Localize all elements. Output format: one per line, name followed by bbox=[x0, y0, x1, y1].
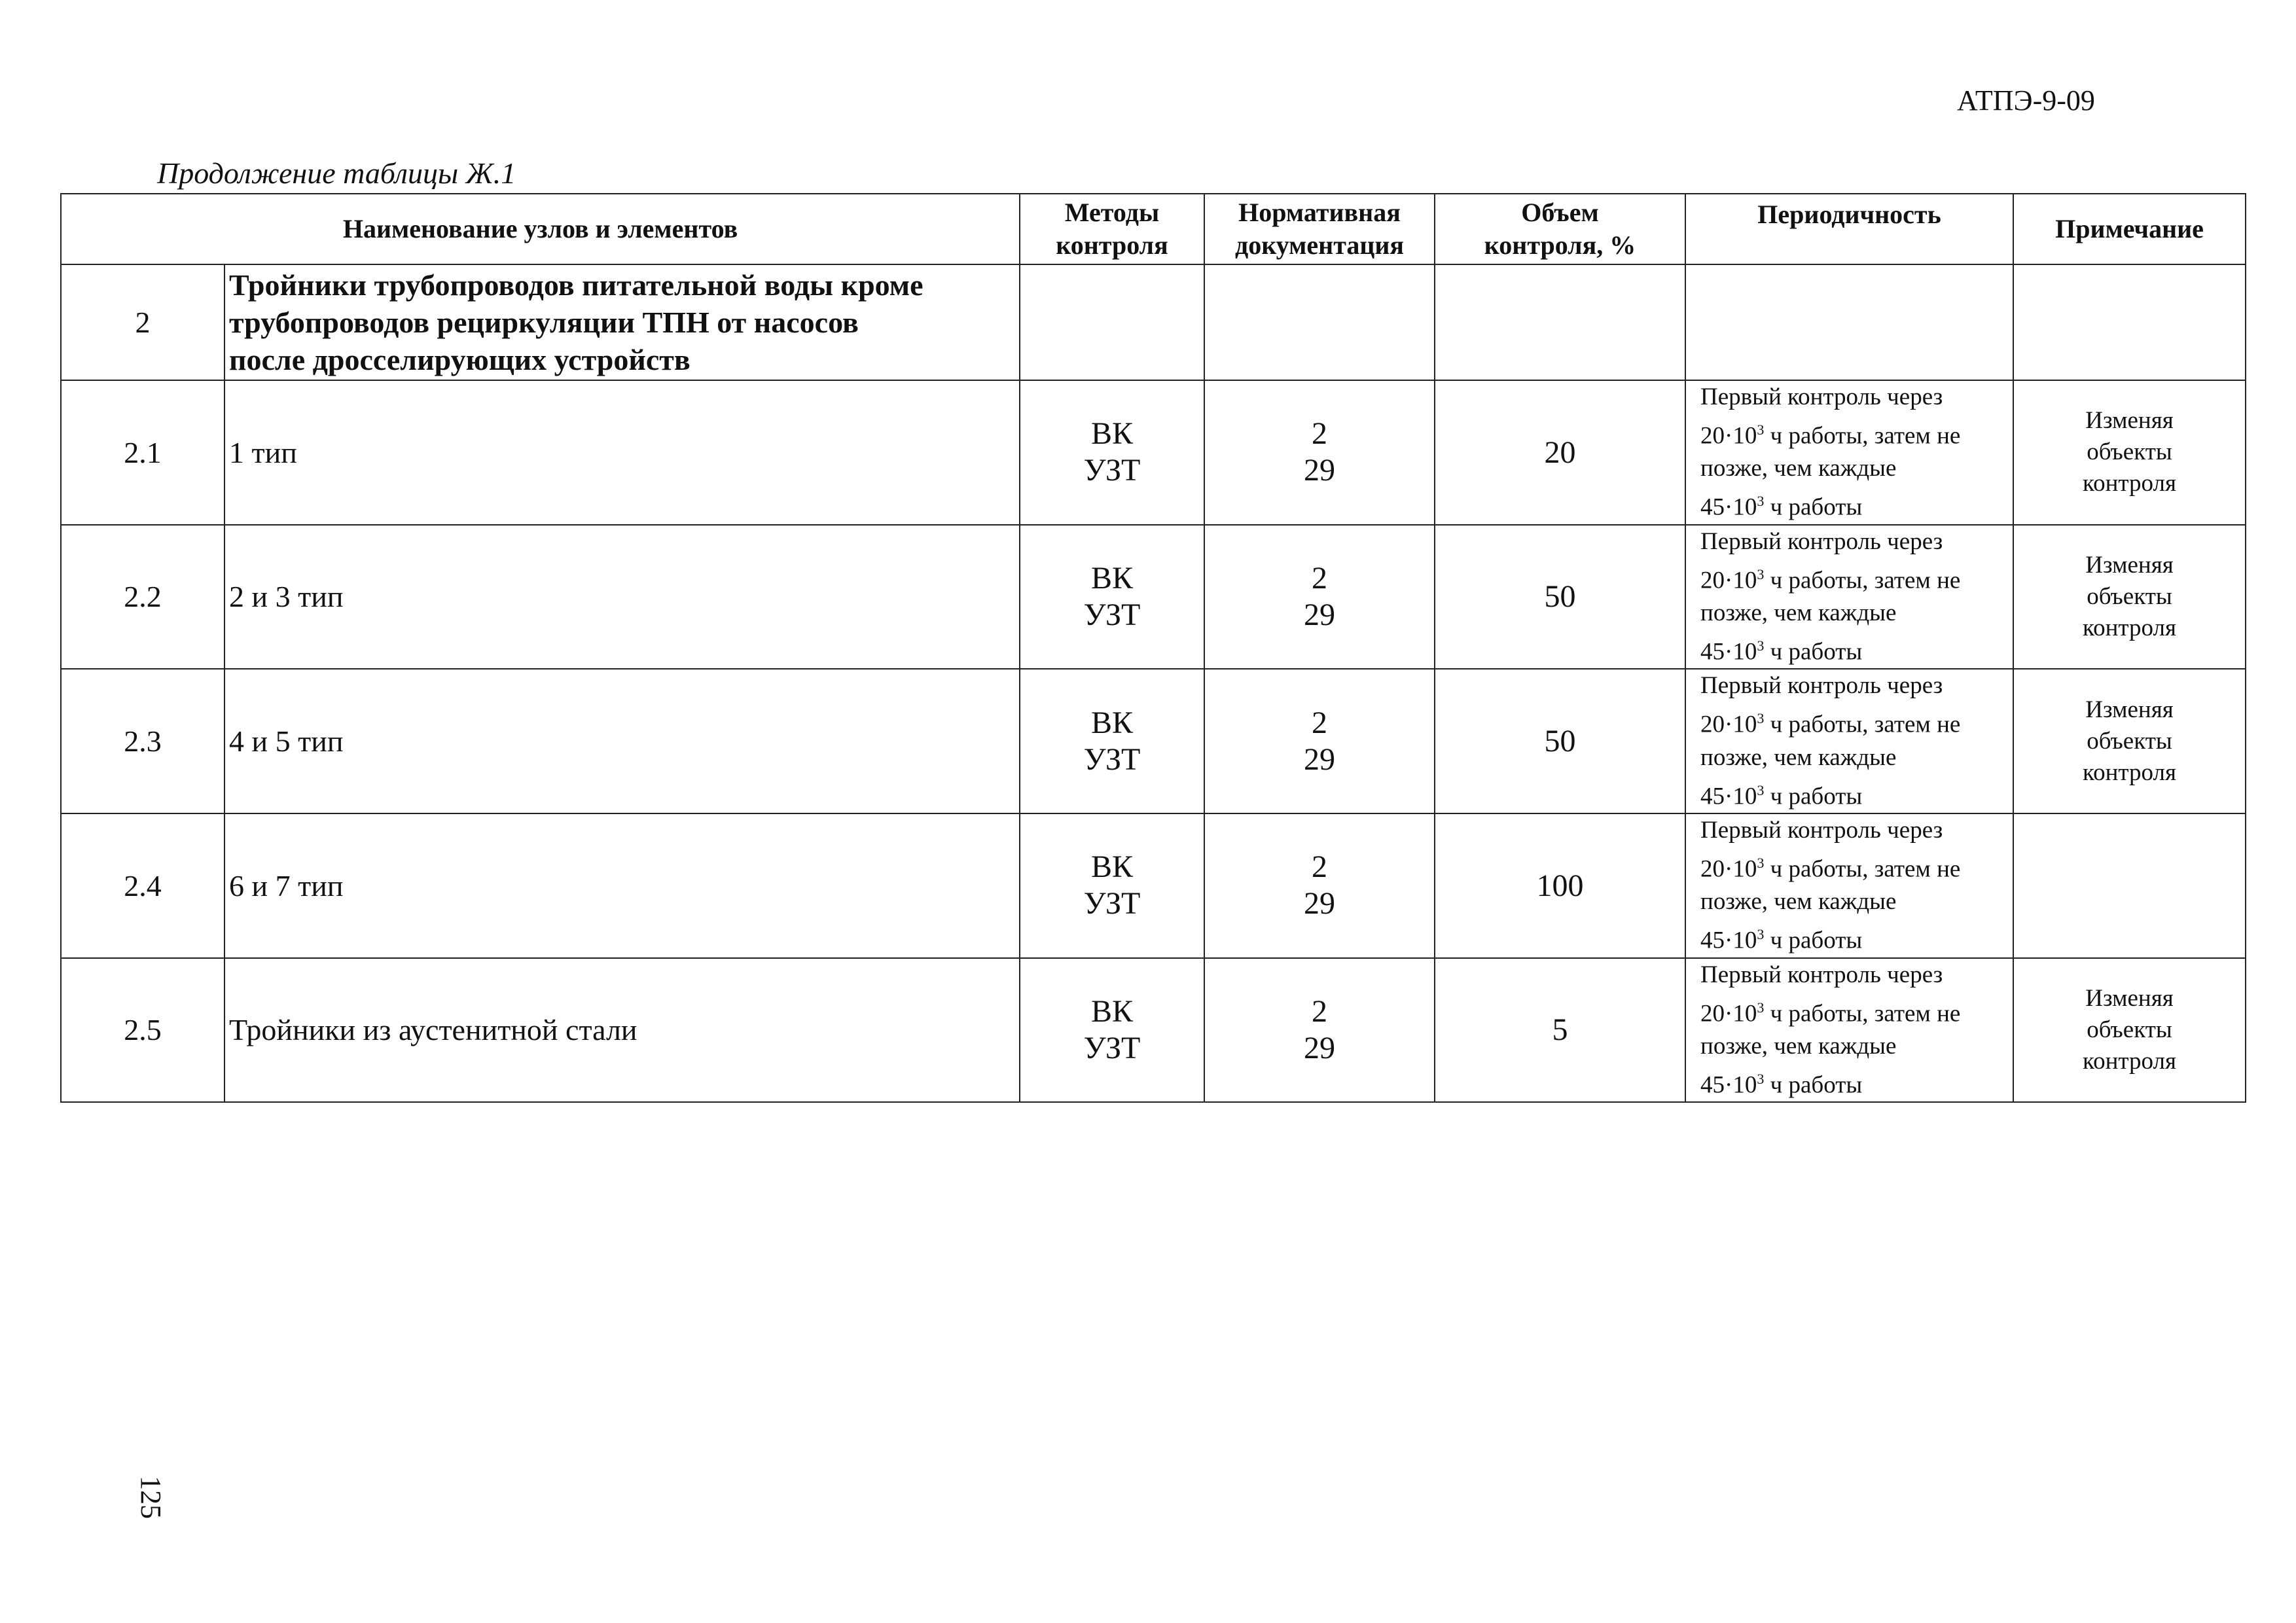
row-number: 2.5 bbox=[61, 958, 224, 1103]
note-line-2: объекты bbox=[2087, 1016, 2172, 1043]
document-code: АТПЭ-9-09 bbox=[1957, 84, 2095, 116]
header-normdocs-line-2: документация bbox=[1234, 230, 1405, 260]
header-note: Примечание bbox=[2013, 194, 2246, 264]
row-normdocs bbox=[1204, 958, 1435, 1103]
period-line-1: Первый контроль через bbox=[1700, 383, 1943, 410]
header-volume-line-2: контроля, % bbox=[1484, 230, 1636, 260]
normdoc-2: 29 bbox=[1304, 453, 1336, 488]
period-second-value: 45·10 bbox=[1700, 493, 1757, 521]
period-first-exponent: 3 bbox=[1757, 565, 1765, 582]
row-period bbox=[1685, 669, 2013, 813]
period-first-suffix: ч работы, затем не bbox=[1764, 999, 1961, 1027]
normdoc-1: 2 bbox=[1312, 560, 1328, 596]
method-vk: ВК bbox=[1091, 705, 1134, 740]
period-line-4 bbox=[1700, 485, 2003, 524]
header-methods-line-1: Методы bbox=[1064, 198, 1160, 227]
period-second-value: 45·10 bbox=[1700, 927, 1757, 954]
row-normdocs bbox=[1204, 525, 1435, 669]
period-line-3: позже, чем каждые bbox=[1700, 743, 1897, 771]
row-name: 2 и 3 тип bbox=[224, 525, 1020, 669]
normdoc-1: 2 bbox=[1312, 849, 1328, 885]
header-methods bbox=[1020, 194, 1204, 264]
period-first-suffix: ч работы, затем не bbox=[1764, 855, 1961, 883]
period-first-suffix: ч работы, затем не bbox=[1764, 422, 1961, 450]
note-line-3: контроля bbox=[2083, 1047, 2177, 1075]
section-volume-cell bbox=[1435, 264, 1685, 380]
period-first-exponent: 3 bbox=[1757, 854, 1765, 871]
section-note-cell bbox=[2013, 264, 2246, 380]
header-volume bbox=[1435, 194, 1685, 264]
row-name: 1 тип bbox=[224, 380, 1020, 525]
row-methods bbox=[1020, 958, 1204, 1103]
header-methods-line-2: контроля bbox=[1056, 230, 1168, 260]
row-period bbox=[1685, 813, 2013, 958]
section-methods-cell bbox=[1020, 264, 1204, 380]
period-first-suffix: ч работы, затем не bbox=[1764, 711, 1961, 738]
normdoc-2: 29 bbox=[1304, 597, 1336, 632]
row-normdocs bbox=[1204, 380, 1435, 525]
method-uzt: УЗТ bbox=[1083, 453, 1141, 488]
row-name: 6 и 7 тип bbox=[224, 813, 1020, 958]
row-period bbox=[1685, 525, 2013, 669]
section-number: 2 bbox=[61, 264, 224, 380]
row-name: Тройники из аустенитной стали bbox=[224, 958, 1020, 1103]
note-line-2: объекты bbox=[2087, 582, 2172, 610]
period-first-value: 20·10 bbox=[1700, 422, 1757, 450]
period-first-exponent: 3 bbox=[1757, 710, 1765, 727]
row-methods bbox=[1020, 813, 1204, 958]
section-normdocs-cell bbox=[1204, 264, 1435, 380]
row-number: 2.1 bbox=[61, 380, 224, 525]
period-second-value: 45·10 bbox=[1700, 782, 1757, 810]
method-uzt: УЗТ bbox=[1083, 597, 1141, 632]
period-first-value: 20·10 bbox=[1700, 711, 1757, 738]
page-number: 125 bbox=[135, 1476, 167, 1519]
period-line-1: Первый контроль через bbox=[1700, 672, 1943, 700]
section-period-cell bbox=[1685, 264, 2013, 380]
note-line-2: объекты bbox=[2087, 438, 2172, 466]
normdoc-1: 2 bbox=[1312, 416, 1328, 452]
header-period: Периодичность bbox=[1685, 194, 2013, 264]
period-line-1: Первый контроль через bbox=[1700, 816, 1943, 844]
note-line-1: Изменяя bbox=[2085, 984, 2174, 1012]
note-line-2: объекты bbox=[2087, 727, 2172, 755]
row-note bbox=[2013, 813, 2246, 958]
header-normdocs-line-1: Нормативная bbox=[1238, 198, 1401, 227]
table-caption: Продолжение таблицы Ж.1 bbox=[157, 156, 516, 190]
table-row bbox=[61, 669, 2246, 813]
row-period bbox=[1685, 380, 2013, 525]
period-line-2 bbox=[1700, 414, 2003, 452]
method-uzt: УЗТ bbox=[1083, 1030, 1141, 1065]
period-line-2 bbox=[1700, 991, 2003, 1030]
row-volume: 50 bbox=[1435, 525, 1685, 669]
period-second-suffix: ч работы bbox=[1764, 927, 1863, 954]
row-volume: 50 bbox=[1435, 669, 1685, 813]
period-second-exponent: 3 bbox=[1757, 926, 1765, 943]
row-note bbox=[2013, 958, 2246, 1103]
row-normdocs bbox=[1204, 813, 1435, 958]
period-line-4 bbox=[1700, 630, 2003, 668]
period-line-3: позже, чем каждые bbox=[1700, 1032, 1897, 1060]
period-first-value: 20·10 bbox=[1700, 855, 1757, 883]
period-second-value: 45·10 bbox=[1700, 638, 1757, 666]
period-line-2 bbox=[1700, 558, 2003, 597]
section-title-line-1: Тройники трубопроводов питательной воды кроме bbox=[229, 268, 924, 302]
method-uzt: УЗТ bbox=[1083, 886, 1141, 921]
table-header-row bbox=[61, 194, 2246, 264]
row-methods bbox=[1020, 380, 1204, 525]
note-line-3: контроля bbox=[2083, 614, 2177, 641]
note-line-3: контроля bbox=[2083, 470, 2177, 497]
row-note bbox=[2013, 525, 2246, 669]
header-name: Наименование узлов и элементов bbox=[61, 194, 1020, 264]
period-line-4 bbox=[1700, 918, 2003, 957]
row-note bbox=[2013, 669, 2246, 813]
section-row bbox=[61, 264, 2246, 380]
method-uzt: УЗТ bbox=[1083, 741, 1141, 777]
method-vk: ВК bbox=[1091, 416, 1134, 452]
method-vk: ВК bbox=[1091, 560, 1134, 596]
row-normdocs bbox=[1204, 669, 1435, 813]
header-normdocs bbox=[1204, 194, 1435, 264]
row-volume: 20 bbox=[1435, 380, 1685, 525]
note-line-3: контроля bbox=[2083, 758, 2177, 786]
period-line-3: позже, чем каждые bbox=[1700, 599, 1897, 626]
period-line-1: Первый контроль через bbox=[1700, 527, 1943, 555]
period-first-value: 20·10 bbox=[1700, 566, 1757, 594]
period-first-exponent: 3 bbox=[1757, 421, 1765, 438]
table-row bbox=[61, 380, 2246, 525]
table-row bbox=[61, 958, 2246, 1103]
period-second-suffix: ч работы bbox=[1764, 638, 1863, 666]
period-line-4 bbox=[1700, 774, 2003, 813]
row-note bbox=[2013, 380, 2246, 525]
period-first-exponent: 3 bbox=[1757, 999, 1765, 1016]
normdoc-2: 29 bbox=[1304, 886, 1336, 921]
section-title-line-3: после дросселирующих устройств bbox=[229, 343, 691, 376]
row-methods bbox=[1020, 669, 1204, 813]
section-title bbox=[224, 264, 1020, 380]
period-line-2 bbox=[1700, 702, 2003, 741]
note-line-1: Изменяя bbox=[2085, 551, 2174, 579]
period-second-exponent: 3 bbox=[1757, 493, 1765, 510]
period-second-suffix: ч работы bbox=[1764, 493, 1863, 521]
period-second-value: 45·10 bbox=[1700, 1071, 1757, 1099]
row-volume: 5 bbox=[1435, 958, 1685, 1103]
section-title-line-2: трубопроводов рециркуляции ТПН от насосов bbox=[229, 306, 859, 339]
period-second-exponent: 3 bbox=[1757, 781, 1765, 798]
row-volume: 100 bbox=[1435, 813, 1685, 958]
period-first-suffix: ч работы, затем не bbox=[1764, 566, 1961, 594]
note-line-1: Изменяя bbox=[2085, 696, 2174, 723]
table-row bbox=[61, 525, 2246, 669]
header-volume-line-1: Объем bbox=[1521, 198, 1599, 227]
period-second-exponent: 3 bbox=[1757, 637, 1765, 654]
period-second-exponent: 3 bbox=[1757, 1070, 1765, 1087]
row-number: 2.4 bbox=[61, 813, 224, 958]
method-vk: ВК bbox=[1091, 993, 1134, 1029]
normdoc-2: 29 bbox=[1304, 741, 1336, 777]
row-number: 2.3 bbox=[61, 669, 224, 813]
row-period bbox=[1685, 958, 2013, 1103]
table-row bbox=[61, 813, 2246, 958]
period-line-2 bbox=[1700, 847, 2003, 885]
row-methods bbox=[1020, 525, 1204, 669]
period-line-3: позже, чем каждые bbox=[1700, 455, 1897, 482]
normdoc-1: 2 bbox=[1312, 993, 1328, 1029]
inspection-table bbox=[60, 193, 2246, 1103]
normdoc-1: 2 bbox=[1312, 705, 1328, 740]
normdoc-2: 29 bbox=[1304, 1030, 1336, 1065]
row-name: 4 и 5 тип bbox=[224, 669, 1020, 813]
period-line-3: позже, чем каждые bbox=[1700, 888, 1897, 916]
period-line-1: Первый контроль через bbox=[1700, 961, 1943, 988]
note-line-1: Изменяя bbox=[2085, 407, 2174, 435]
period-second-suffix: ч работы bbox=[1764, 1071, 1863, 1099]
period-first-value: 20·10 bbox=[1700, 999, 1757, 1027]
row-number: 2.2 bbox=[61, 525, 224, 669]
method-vk: ВК bbox=[1091, 849, 1134, 885]
period-second-suffix: ч работы bbox=[1764, 782, 1863, 810]
period-line-4 bbox=[1700, 1063, 2003, 1101]
